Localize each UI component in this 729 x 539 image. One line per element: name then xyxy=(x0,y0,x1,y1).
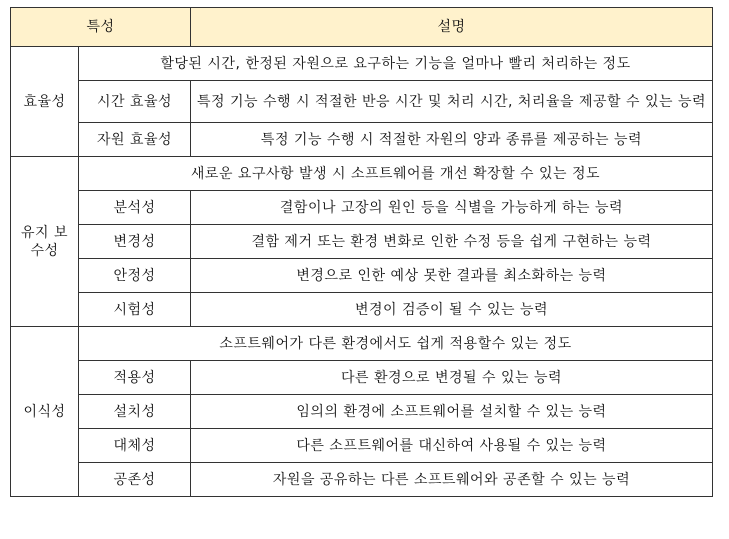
sub-characteristic: 분석성 xyxy=(79,191,191,225)
group-summary-maintainability: 새로운 요구사항 발생 시 소프트웨어를 개선 확장할 수 있는 정도 xyxy=(79,157,713,191)
header-row xyxy=(11,8,713,47)
sub-characteristic: 대체성 xyxy=(79,429,191,463)
group-summary-portability: 소프트웨어가 다른 환경에서도 쉽게 적용할수 있는 정도 xyxy=(79,327,713,361)
sub-description: 자원을 공유하는 다른 소프트웨어와 공존할 수 있는 능력 xyxy=(191,463,713,497)
sub-description: 변경이 검증이 될 수 있는 능력 xyxy=(191,293,713,327)
sub-characteristic: 변경성 xyxy=(79,225,191,259)
sub-characteristic: 설치성 xyxy=(79,395,191,429)
sub-characteristic: 안정성 xyxy=(79,259,191,293)
table-row xyxy=(11,191,713,225)
header-characteristic: 특성 xyxy=(11,8,191,47)
sub-characteristic: 공존성 xyxy=(79,463,191,497)
sub-description: 특정 기능 수행 시 적절한 자원의 양과 종류를 제공하는 능력 xyxy=(191,123,713,157)
table-row xyxy=(11,429,713,463)
table-row xyxy=(11,259,713,293)
group-name-efficiency: 효율성 xyxy=(11,47,79,157)
table-row xyxy=(11,81,713,123)
table-row xyxy=(11,225,713,259)
sub-characteristic: 자원 효율성 xyxy=(79,123,191,157)
table-row xyxy=(11,157,713,191)
header-description: 설명 xyxy=(191,8,713,47)
group-summary-efficiency: 할당된 시간, 한정된 자원으로 요구하는 기능을 얼마나 빨리 처리하는 정도 xyxy=(79,47,713,81)
sub-description: 다른 소프트웨어를 대신하여 사용될 수 있는 능력 xyxy=(191,429,713,463)
sub-characteristic: 시간 효율성 xyxy=(79,81,191,123)
group-name-maintainability: 유지 보수성 xyxy=(11,157,79,327)
quality-characteristics-table xyxy=(10,7,713,497)
sub-description: 특정 기능 수행 시 적절한 반응 시간 및 처리 시간, 처리율을 제공할 수 있는 능력 xyxy=(191,81,713,123)
table-row xyxy=(11,47,713,81)
table-row xyxy=(11,123,713,157)
sub-description: 임의의 환경에 소프트웨어를 설치할 수 있는 능력 xyxy=(191,395,713,429)
table-row xyxy=(11,327,713,361)
sub-description: 결함이나 고장의 원인 등을 식별을 가능하게 하는 능력 xyxy=(191,191,713,225)
group-name-portability: 이식성 xyxy=(11,327,79,497)
sub-characteristic: 적용성 xyxy=(79,361,191,395)
table-row xyxy=(11,463,713,497)
table-row xyxy=(11,293,713,327)
sub-description: 결함 제거 또는 환경 변화로 인한 수정 등을 쉽게 구현하는 능력 xyxy=(191,225,713,259)
sub-description: 다른 환경으로 변경될 수 있는 능력 xyxy=(191,361,713,395)
sub-characteristic: 시험성 xyxy=(79,293,191,327)
sub-description: 변경으로 인한 예상 못한 결과를 최소화하는 능력 xyxy=(191,259,713,293)
table-row xyxy=(11,361,713,395)
table-row xyxy=(11,395,713,429)
